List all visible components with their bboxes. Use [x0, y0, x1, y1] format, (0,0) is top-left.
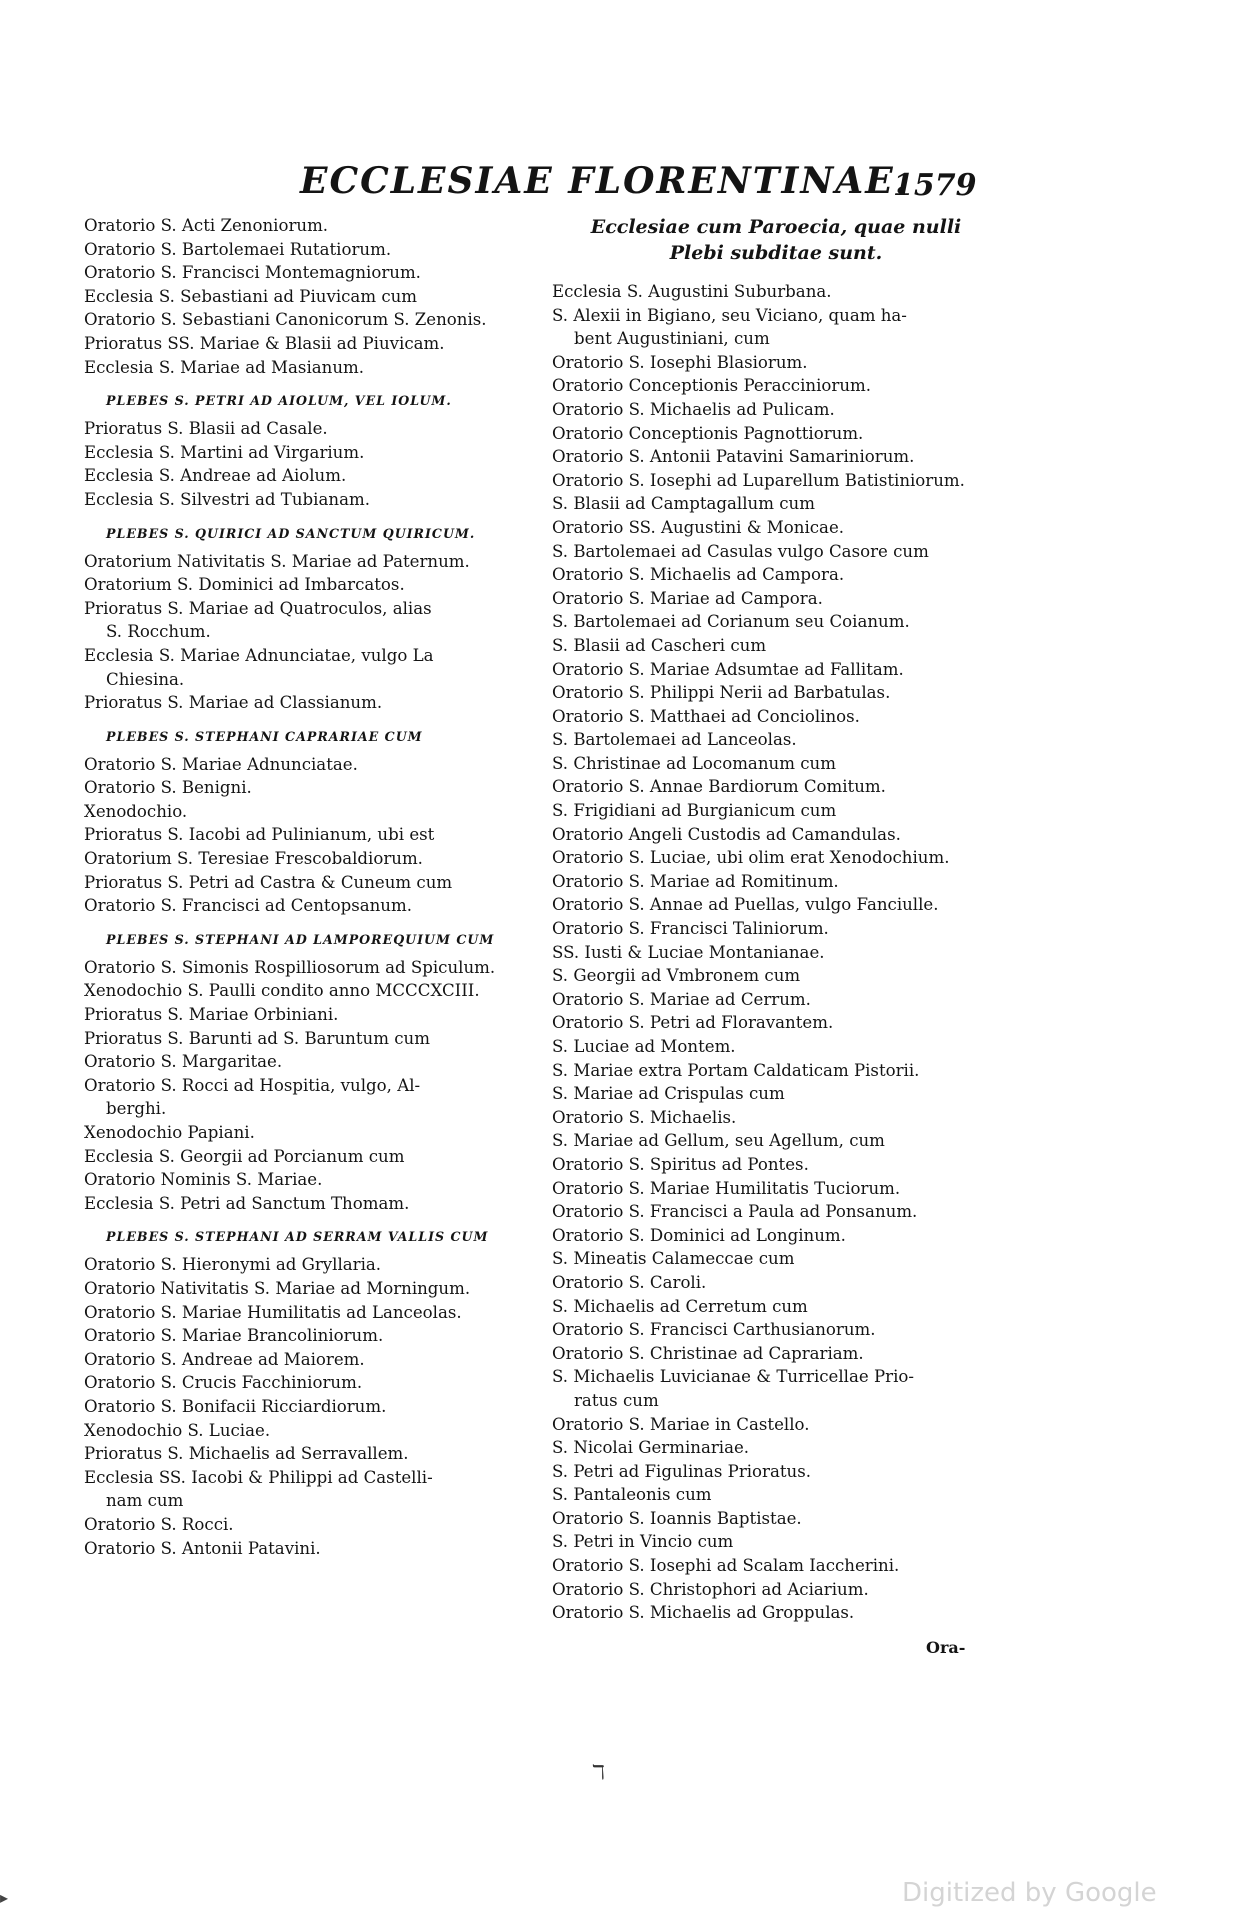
entry-line: Oratorio S. Petri ad Floravantem. — [552, 1013, 834, 1033]
entry-line: Oratorio S. Francisci Taliniorum. — [552, 919, 829, 939]
entry-line: S. Nicolai Germinariae. — [552, 1438, 750, 1458]
entry-line: Oratorio Nativitatis S. Mariae ad Morningum. — [84, 1278, 471, 1298]
entry-line: Prioratus S. Iacobi ad Pulinianum, ubi est — [84, 825, 435, 845]
entry-line: Prioratus S. Mariae ad Quatroculos, alias — [84, 598, 432, 618]
section-heading: PLEBES S. STEPHANI AD LAMPOREQUIUM CUM — [106, 931, 495, 947]
entry-line: Prioratus SS. Mariae & Blasii ad Piuvicam. — [84, 333, 445, 353]
entry-line: Oratorio S. Michaelis. — [552, 1107, 737, 1127]
entry-line: Oratorio S. Matthaei ad Conciolinos. — [552, 706, 860, 726]
entry-continuation: nam cum — [106, 1491, 184, 1511]
entry-line: Oratorio S. Andreae ad Maiorem. — [84, 1349, 365, 1369]
entry-line: S. Bartolemaei ad Casulas vulgo Casore cum — [552, 541, 929, 561]
entry-line: Oratorio Nominis S. Mariae. — [84, 1170, 323, 1190]
entry-line: Oratorio S. Francisci Carthusianorum. — [552, 1320, 876, 1340]
entry-line: S. Luciae ad Montem. — [552, 1037, 736, 1056]
entry-continuation: S. Rocchum. — [106, 622, 211, 642]
entry-line: Xenodochio. — [84, 801, 188, 821]
entry-line: S. Pantaleonis cum — [552, 1485, 712, 1505]
entry-line: Oratorio Conceptionis Pagnottiorum. — [552, 423, 864, 443]
entry-line: Prioratus S. Mariae ad Classianum. — [84, 693, 383, 713]
entry-continuation: berghi. — [106, 1099, 167, 1119]
entry-continuation: bent Augustiniani, cum — [574, 329, 770, 349]
entry-line: Oratorio Angeli Custodis ad Camandulas. — [552, 824, 901, 844]
entry-line: Ecclesia S. Augustini Suburbana. — [552, 282, 832, 301]
entry-line: Oratorio S. Bartolemaei Rutatiorum. — [84, 239, 392, 259]
entry-line: Oratorio S. Bonifacii Ricciardiorum. — [84, 1396, 387, 1416]
entry-line: Oratorio S. Sebastiani Canonicorum S. Zenonis. — [84, 310, 487, 330]
entry-line: S. Alexii in Bigiano, seu Viciano, quam ha- — [552, 305, 907, 325]
entry-line: Ecclesia S. Petri ad Sanctum Thomam. — [84, 1193, 410, 1213]
entry-line: Oratorio S. Dominici ad Longinum. — [552, 1225, 846, 1245]
digitization-watermark: Digitized by Google — [902, 1878, 1157, 1908]
entry-line: Oratorio S. Spiritus ad Pontes. — [552, 1154, 809, 1174]
entry-line: S. Blasii ad Cascheri cum — [552, 635, 767, 655]
entry-line: Oratorio S. Annae ad Puellas, vulgo Fanciulle. — [552, 895, 939, 915]
entry-line: S. Michaelis ad Cerretum cum — [552, 1296, 808, 1316]
entry-line: Oratorio S. Mariae ad Romitinum. — [552, 871, 839, 891]
entry-line: Oratorio S. Simonis Rospilliosorum ad Spiculum. — [84, 957, 496, 977]
entry-line: S. Blasii ad Camptagallum cum — [552, 494, 815, 514]
entry-continuation: ratus cum — [574, 1390, 659, 1410]
entry-line: Oratorio S. Benigni. — [84, 778, 252, 798]
section-heading: PLEBES S. QUIRICI AD SANCTUM QUIRICUM. — [106, 525, 476, 541]
entry-line: Oratorio S. Francisci a Paula ad Ponsanum. — [552, 1202, 918, 1222]
entry-line: Oratorio S. Mariae ad Cerrum. — [552, 989, 811, 1009]
entry-line: Oratorio S. Mariae Humilitatis Tuciorum. — [552, 1178, 901, 1198]
entry-line: Oratorio S. Ioannis Baptistae. — [552, 1508, 802, 1528]
entry-line: Oratorium Nativitatis S. Mariae ad Paternum. — [84, 551, 470, 571]
section-heading: PLEBES S. STEPHANI CAPRARIAE CUM — [106, 728, 423, 744]
entry-line: Prioratus S. Blasii ad Casale. — [84, 419, 328, 439]
entry-line: Oratorio SS. Augustini & Monicae. — [552, 517, 845, 537]
column-heading: Ecclesiae cum Paroecia, quae nulli — [590, 216, 962, 238]
entry-line: Ecclesia S. Mariae Adnunciatae, vulgo La — [84, 645, 434, 665]
entry-line: Prioratus S. Petri ad Castra & Cuneum cum — [84, 872, 453, 892]
running-header — [0, 160, 1252, 206]
entry-line: S. Christinae ad Locomanum cum — [552, 753, 836, 773]
entry-line: Oratorio S. Antonii Patavini Samariniorum. — [552, 447, 915, 467]
entry-line: Oratorio S. Christinae ad Caprariam. — [552, 1343, 864, 1363]
entry-line: Ecclesia S. Sebastiani ad Piuvicam cum — [84, 286, 418, 306]
signature-mark: ℸ — [592, 1760, 605, 1784]
entry-line: Oratorio S. Acti Zenoniorum. — [84, 216, 329, 235]
entry-line: Oratorio S. Rocci ad Hospitia, vulgo, Al- — [84, 1075, 421, 1095]
entry-line: Ecclesia S. Martini ad Virgarium. — [84, 442, 365, 462]
entry-line: Oratorio S. Mariae in Castello. — [552, 1414, 810, 1434]
entry-line: SS. Iusti & Luciae Montanianae. — [552, 942, 825, 962]
entry-line: Oratorio S. Luciae, ubi olim erat Xenodochium. — [552, 848, 950, 868]
entry-line: Xenodochio S. Luciae. — [84, 1420, 271, 1440]
section-heading: PLEBES S. STEPHANI AD SERRAM VALLIS CUM — [106, 1229, 489, 1245]
entry-line: Oratorium S. Teresiae Frescobaldiorum. — [84, 849, 423, 869]
entry-line: Oratorio Conceptionis Peracciniorum. — [552, 376, 872, 396]
entry-line: S. Petri ad Figulinas Prioratus. — [552, 1461, 812, 1481]
column-subheading: Plebi subditae sunt. — [669, 242, 883, 264]
page-title: ECCLESIAE FLORENTINAE. — [300, 160, 910, 202]
entry-line: Xenodochio S. Paulli condito anno MCCCXCIII. — [84, 981, 480, 1001]
entry-line: S. Mariae extra Portam Caldaticam Pistorii. — [552, 1060, 920, 1080]
entry-line: S. Frigidiani ad Burgianicum cum — [552, 801, 837, 821]
entry-line: S. Petri in Vincio cum — [552, 1532, 734, 1552]
entry-line: Ecclesia S. Georgii ad Porcianum cum — [84, 1146, 405, 1166]
entry-line: Oratorio S. Mariae Adnunciatae. — [84, 754, 358, 774]
entry-line: Oratorio S. Annae Bardiorum Comitum. — [552, 777, 886, 797]
entry-line: S. Mariae ad Crispulas cum — [552, 1084, 785, 1104]
entry-line: Ecclesia SS. Iacobi & Philippi ad Castelli- — [84, 1467, 433, 1487]
entry-line: Oratorio S. Crucis Facchiniorum. — [84, 1373, 363, 1393]
entry-line: Oratorio S. Antonii Patavini. — [84, 1538, 321, 1558]
section-heading: PLEBES S. PETRI AD AIOLUM, VEL IOLUM. — [106, 393, 452, 409]
left-column — [84, 214, 524, 1560]
entry-line: Oratorio S. Iosephi ad Scalam Iaccherini. — [552, 1556, 900, 1576]
right-column-entries — [552, 280, 1000, 1625]
entry-line: Oratorio S. Margaritae. — [84, 1052, 283, 1072]
entry-line: Prioratus S. Michaelis ad Serravallem. — [84, 1444, 409, 1464]
entry-line: Oratorio S. Christophori ad Aciarium. — [552, 1579, 869, 1599]
entry-line: S. Mineatis Calameccae cum — [552, 1249, 795, 1269]
entry-line: S. Georgii ad Vmbronem cum — [552, 966, 801, 986]
entry-line: Oratorio S. Michaelis ad Campora. — [552, 565, 845, 585]
entry-line: Ecclesia S. Mariae ad Masianum. — [84, 357, 365, 377]
entry-line: Oratorio S. Iosephi ad Luparellum Batistiniorum. — [552, 470, 965, 490]
entry-line: Ecclesia S. Andreae ad Aiolum. — [84, 466, 347, 486]
entry-line: Oratorio S. Caroli. — [552, 1272, 707, 1292]
entry-line: Oratorio S. Michaelis ad Groppulas. — [552, 1603, 855, 1623]
entry-line: S. Michaelis Luvicianae & Turricellae Prio- — [552, 1367, 914, 1387]
entry-line: Oratorio S. Francisci ad Centopsanum. — [84, 896, 413, 916]
entry-line: Oratorio S. Iosephi Blasiorum. — [552, 352, 808, 372]
right-column — [552, 214, 1000, 1625]
entry-line: S. Bartolemaei ad Corianum seu Coianum. — [552, 612, 910, 632]
entry-continuation: Chiesina. — [106, 669, 185, 689]
heading-spacer — [552, 266, 1000, 280]
entry-line: Oratorio S. Rocci. — [84, 1514, 234, 1534]
entry-line: Xenodochio Papiani. — [84, 1123, 255, 1142]
catchword: Ora- — [926, 1638, 966, 1657]
entry-line: Oratorio S. Francisci Montemagniorum. — [84, 263, 421, 283]
entry-line: Oratorio S. Mariae Humilitatis ad Lanceolas. — [84, 1302, 462, 1322]
entry-line: Oratorio S. Hieronymi ad Gryllaria. — [84, 1255, 382, 1275]
entry-line: Prioratus S. Barunti ad S. Baruntum cum — [84, 1028, 430, 1048]
entry-line: Oratorio S. Mariae Adsumtae ad Fallitam. — [552, 659, 904, 679]
page-number: 1579 — [893, 168, 977, 203]
entry-line: Ecclesia S. Silvestri ad Tubianam. — [84, 489, 370, 509]
margin-mark: ▸ — [0, 1888, 9, 1907]
entry-line: Oratorio S. Mariae ad Campora. — [552, 588, 823, 608]
entry-line: S. Mariae ad Gellum, seu Agellum, cum — [552, 1131, 885, 1151]
entry-line: S. Bartolemaei ad Lanceolas. — [552, 730, 797, 750]
entry-line: Oratorio S. Mariae Brancoliniorum. — [84, 1326, 384, 1346]
entry-line: Oratorio S. Michaelis ad Pulicam. — [552, 399, 835, 419]
entry-line: Oratorio S. Philippi Nerii ad Barbatulas. — [552, 683, 891, 703]
entry-line: Oratorium S. Dominici ad Imbarcatos. — [84, 575, 405, 595]
entry-line: Prioratus S. Mariae Orbiniani. — [84, 1005, 339, 1025]
